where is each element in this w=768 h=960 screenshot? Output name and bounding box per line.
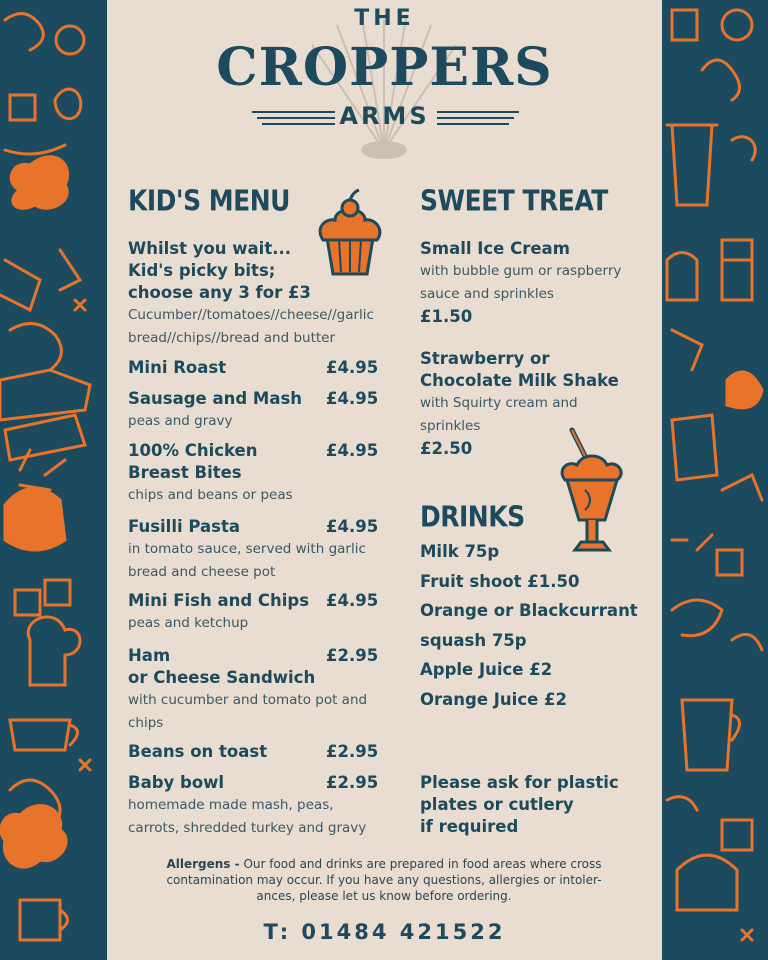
menu-item [128,388,408,433]
drinks-column [420,500,650,534]
allergen-line-2: contamination may occur. If you have any questions, allergies or intoler- [166,873,602,887]
allergen-line-1: Our food and drinks are prepared in food areas where cross [239,857,602,871]
drink-item: Apple Juice £2 [420,660,553,679]
right-doodle-pattern [662,0,768,960]
croppers-arms-logo [107,0,662,165]
logo-arms: ARMS [339,102,430,130]
item-name: Ham [128,646,171,665]
menu-item [128,357,408,379]
intro-desc-2: bread//chips//bread and butter [128,330,336,346]
drink-item: Orange Juice £2 [420,689,568,709]
intro-title-1: Whilst you wait... [128,239,292,258]
item-name: Mini Fish and Chips [128,591,310,610]
drink-item: Milk 75p [420,542,500,561]
item-price: £1.50 [420,307,473,326]
item-name-line2: or Cheese Sandwich [128,668,316,687]
menu-item [128,645,418,735]
item-name: Fusilli Pasta [128,517,241,536]
item-price: £4.95 [326,389,379,408]
item-desc: in tomato sauce, served with garlic [128,541,366,557]
item-name: 100% Chicken [128,441,258,460]
item-desc-line2: chips [128,715,164,731]
left-doodle-pattern [0,0,107,960]
item-desc-line2: sauce and sprinkles [420,286,554,302]
item-price: £2.95 [326,742,379,761]
item-desc: with bubble gum or raspberry [420,263,622,279]
item-name: Sausage and Mash [128,389,303,408]
allergen-notice [140,856,628,904]
menu-item [128,590,408,635]
sweet-item [420,238,655,328]
item-price: £2.50 [420,439,473,458]
item-name-line2: Chocolate Milk Shake [420,371,619,390]
plastic-note [420,772,655,838]
item-name: Baby bowl [128,773,225,792]
item-desc: with Squirty cream and [420,395,578,411]
intro-desc-1: Cucumber//tomatoes//cheese//garlic [128,307,374,323]
item-desc: homemade made mash, peas, [128,797,334,813]
doodle-pattern-icon [0,0,107,960]
intro-title-3: choose any 3 for £3 [128,283,311,302]
item-price: £2.95 [326,773,379,792]
menu-item [128,772,418,840]
sweet-treat-heading: SWEET TREAT [420,184,608,218]
drinks-list [420,537,655,714]
drink-item: squash 75p [420,630,527,650]
allergen-line-3: ances, please let us know before ordering. [256,889,512,903]
item-desc: peas and gravy [128,413,233,429]
item-desc-line2: carrots, shredded turkey and gravy [128,820,367,836]
menu-item [128,440,408,507]
sweet-treat-column [420,184,650,218]
item-price: £4.95 [326,358,379,377]
item-name: Small Ice Cream [420,239,570,258]
doodle-pattern-icon [662,0,768,960]
item-name: Mini Roast [128,358,227,377]
intro-title-2: Kid's picky bits; [128,261,276,280]
allergen-label: Allergens - [166,857,240,871]
item-name: Strawberry or [420,349,550,368]
milkshake-icon [557,425,627,555]
item-desc-line2: bread and cheese pot [128,564,276,580]
kids-menu-heading: KID'S MENU [128,184,290,218]
menu-item [128,516,418,584]
item-price: £2.95 [326,646,379,665]
item-name-line2: Breast Bites [128,463,242,482]
item-desc-line2: sprinkles [420,418,481,434]
drink-item: Fruit shoot £1.50 [420,571,580,591]
kids-intro [128,238,418,350]
item-price: £4.95 [326,441,379,460]
item-price: £4.95 [326,591,379,610]
plastic-note-line: Please ask for plastic [420,773,619,792]
phone-number: T: 01484 421522 [263,920,506,944]
menu-panel [107,0,662,960]
item-desc: chips and beans or peas [128,487,293,503]
item-desc: with cucumber and tomato pot and [128,692,368,708]
item-name: Beans on toast [128,742,268,761]
menu-item [128,741,408,763]
item-price: £4.95 [326,517,379,536]
drinks-heading: DRINKS [420,500,525,534]
item-desc: peas and ketchup [128,615,249,631]
logo-the: THE [354,6,415,31]
logo-croppers: CROPPERS [216,37,553,98]
plastic-note-line: if required [420,817,519,836]
drink-item: Orange or Blackcurrant [420,601,638,620]
plastic-note-line: plates or cutlery [420,795,574,814]
